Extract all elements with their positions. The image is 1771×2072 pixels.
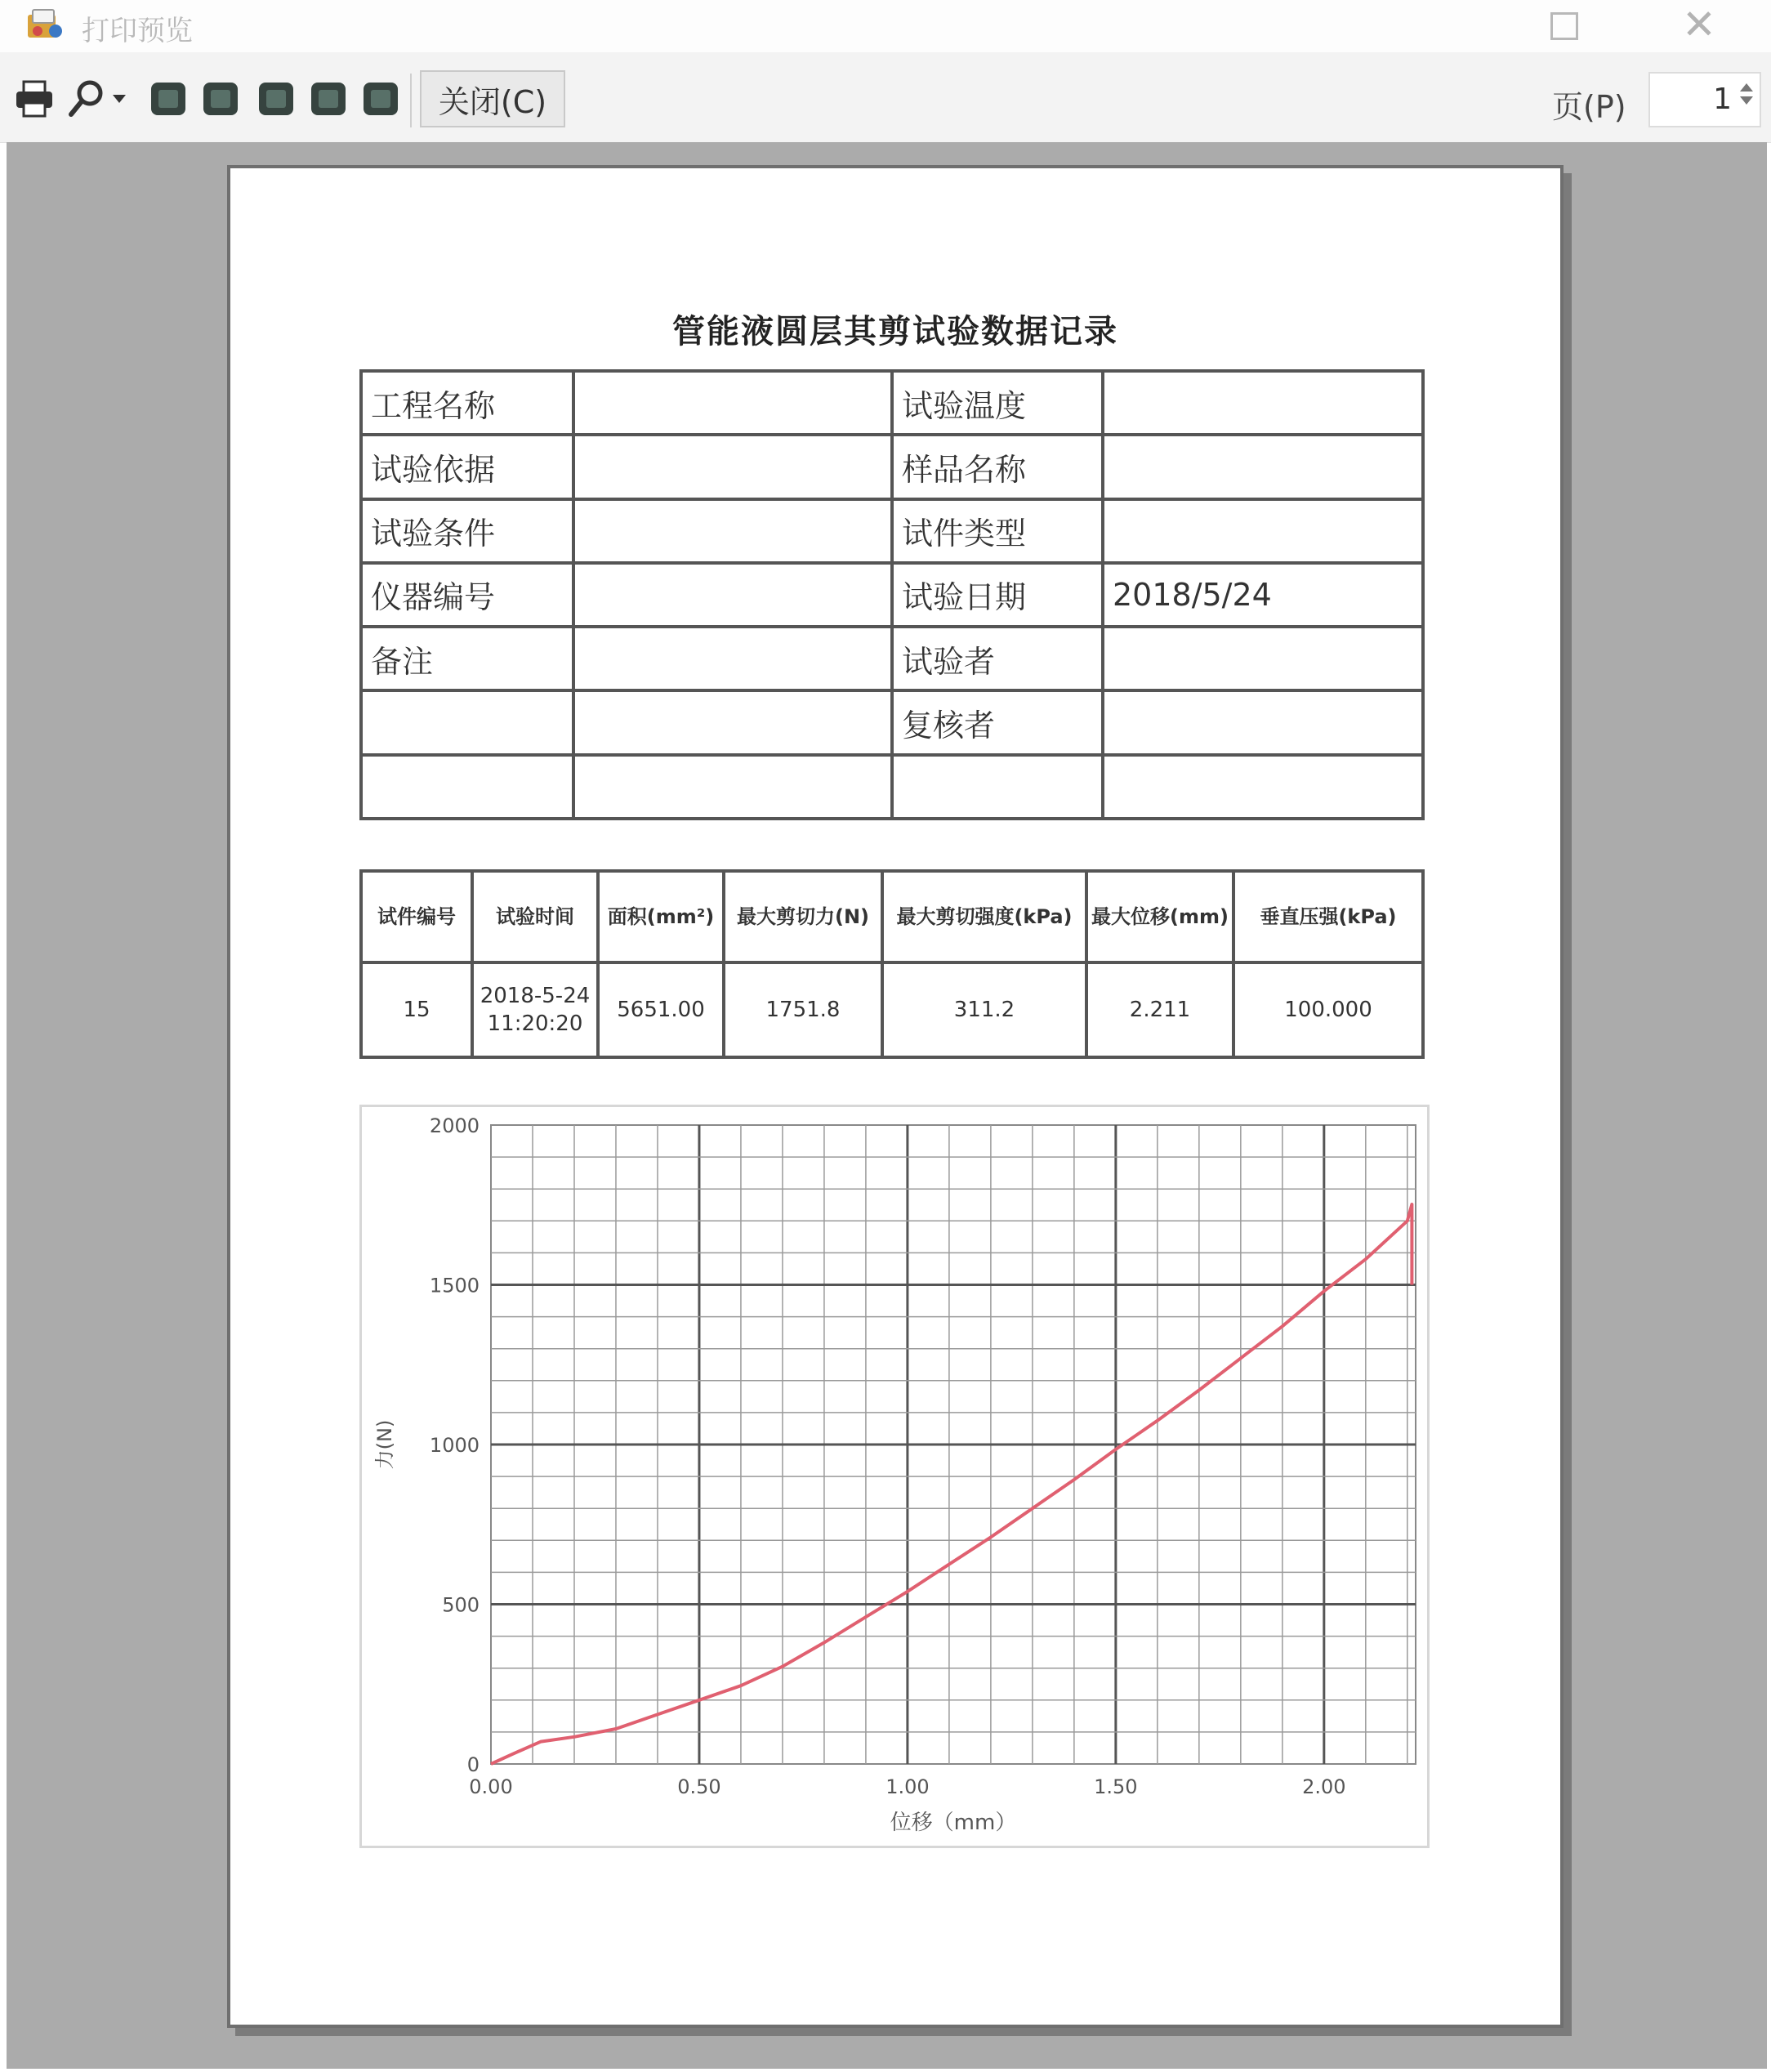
- info-label-cell: 试验温度: [892, 371, 1103, 435]
- close-icon: ✕: [1682, 1, 1716, 48]
- info-value-cell: [573, 627, 892, 690]
- y-tick-label: 1500: [429, 1274, 480, 1297]
- two-pages-icon: [203, 83, 238, 115]
- info-value-cell: [573, 755, 892, 819]
- info-label-cell: 仪器编号: [361, 563, 573, 627]
- page-number-input[interactable]: [1653, 80, 1732, 118]
- info-value-cell: [1103, 755, 1423, 819]
- info-label-cell: 试验依据: [361, 435, 573, 498]
- y-tick-label: 2000: [429, 1114, 480, 1137]
- four-pages-icon: [311, 83, 346, 115]
- app-icon: [25, 7, 65, 42]
- info-value-cell: [1103, 690, 1423, 754]
- results-table: [359, 869, 1425, 1059]
- results-header-cell: 试验时间: [472, 871, 598, 962]
- info-label-cell: 备注: [361, 627, 573, 690]
- info-value-cell: [1103, 499, 1423, 563]
- page-paper: [227, 165, 1564, 2028]
- print-button[interactable]: [10, 77, 59, 121]
- info-table: [359, 369, 1425, 820]
- force-displacement-chart: [359, 1105, 1430, 1848]
- info-label-cell: 工程名称: [361, 371, 573, 435]
- close-window-button[interactable]: [1662, 2, 1736, 47]
- y-tick-label: 0: [466, 1753, 480, 1776]
- results-value-cell: 100.000: [1233, 962, 1423, 1057]
- y-axis-label: 力(N): [373, 1419, 396, 1470]
- chart-svg: [362, 1107, 1427, 1846]
- x-tick-label: 0.50: [677, 1775, 721, 1798]
- info-value-cell: [1103, 371, 1423, 435]
- results-value-cell: 2.211: [1086, 962, 1233, 1057]
- results-value-cell: 311.2: [882, 962, 1086, 1057]
- info-value-cell: [573, 499, 892, 563]
- document-title: 管能液圆层其剪试验数据记录: [672, 313, 1118, 351]
- spin-up-icon[interactable]: [1740, 83, 1753, 92]
- info-value-cell: [573, 563, 892, 627]
- info-label-cell: 试验者: [892, 627, 1103, 690]
- page-label: 页(P): [1552, 89, 1626, 125]
- info-row: [361, 627, 1423, 690]
- six-pages-icon: [364, 83, 398, 115]
- zoom-button[interactable]: [60, 77, 134, 121]
- info-value-cell: 2018/5/24: [1103, 563, 1423, 627]
- info-row: [361, 371, 1423, 435]
- y-tick-label: 500: [442, 1593, 480, 1617]
- info-label-cell: [892, 755, 1103, 819]
- info-label-cell: 复核者: [892, 690, 1103, 754]
- info-row: [361, 499, 1423, 563]
- results-value-cell: 1751.8: [724, 962, 882, 1057]
- y-tick-label: 1000: [429, 1434, 480, 1457]
- x-tick-label: 1.00: [886, 1775, 930, 1798]
- results-value-cell: 2018-5-24 11:20:20: [472, 962, 598, 1057]
- results-header-cell: 最大剪切力(N): [724, 871, 882, 962]
- spin-arrows[interactable]: [1737, 78, 1756, 123]
- info-value-cell: [573, 371, 892, 435]
- toolbar: [0, 52, 1771, 143]
- info-value-cell: [573, 435, 892, 498]
- window-title: 打印预览: [82, 15, 193, 47]
- title-bar: [0, 0, 1771, 52]
- info-label-cell: [361, 755, 573, 819]
- three-pages-icon: [259, 83, 293, 115]
- info-row: [361, 690, 1423, 754]
- info-label-cell: 试验日期: [892, 563, 1103, 627]
- info-label-cell: 试验条件: [361, 499, 573, 563]
- preview-area[interactable]: [7, 142, 1767, 2069]
- spin-down-icon[interactable]: [1740, 96, 1753, 105]
- results-value-row: [361, 962, 1423, 1057]
- info-row: [361, 435, 1423, 498]
- x-axis-label: 位移（mm）: [890, 1811, 1017, 1835]
- two-pages-button[interactable]: [199, 77, 242, 121]
- one-page-icon: [151, 83, 185, 115]
- page-number-stepper[interactable]: [1648, 72, 1761, 127]
- results-header-cell: 最大剪切强度(kPa): [882, 871, 1086, 962]
- info-value-cell: [1103, 627, 1423, 690]
- info-label-cell: 试件类型: [892, 499, 1103, 563]
- info-row: [361, 563, 1423, 627]
- four-pages-button[interactable]: [307, 77, 350, 121]
- toolbar-separator: [410, 74, 412, 127]
- close-preview-button[interactable]: 关闭(C): [420, 70, 565, 127]
- info-value-cell: [1103, 435, 1423, 498]
- x-tick-label: 1.50: [1094, 1775, 1138, 1798]
- six-pages-button[interactable]: [359, 77, 402, 121]
- info-label-cell: 样品名称: [892, 435, 1103, 498]
- results-value-cell: 5651.00: [598, 962, 724, 1057]
- info-value-cell: [573, 690, 892, 754]
- results-header-cell: 面积(mm²): [598, 871, 724, 962]
- maximize-icon: [1550, 12, 1578, 40]
- results-header-cell: 垂直压强(kPa): [1233, 871, 1423, 962]
- magnifier-icon: [67, 78, 106, 119]
- info-label-cell: [361, 690, 573, 754]
- one-page-button[interactable]: [147, 77, 190, 121]
- results-header-row: [361, 871, 1423, 962]
- three-pages-button[interactable]: [255, 77, 297, 121]
- results-value-cell: 15: [361, 962, 472, 1057]
- results-header-cell: 最大位移(mm): [1086, 871, 1233, 962]
- chevron-down-icon: [111, 93, 127, 105]
- results-header-cell: 试件编号: [361, 871, 472, 962]
- printer-icon: [14, 80, 55, 118]
- x-tick-label: 2.00: [1302, 1775, 1346, 1798]
- x-tick-label: 0.00: [469, 1775, 513, 1798]
- maximize-button[interactable]: [1528, 2, 1601, 47]
- info-row: [361, 755, 1423, 819]
